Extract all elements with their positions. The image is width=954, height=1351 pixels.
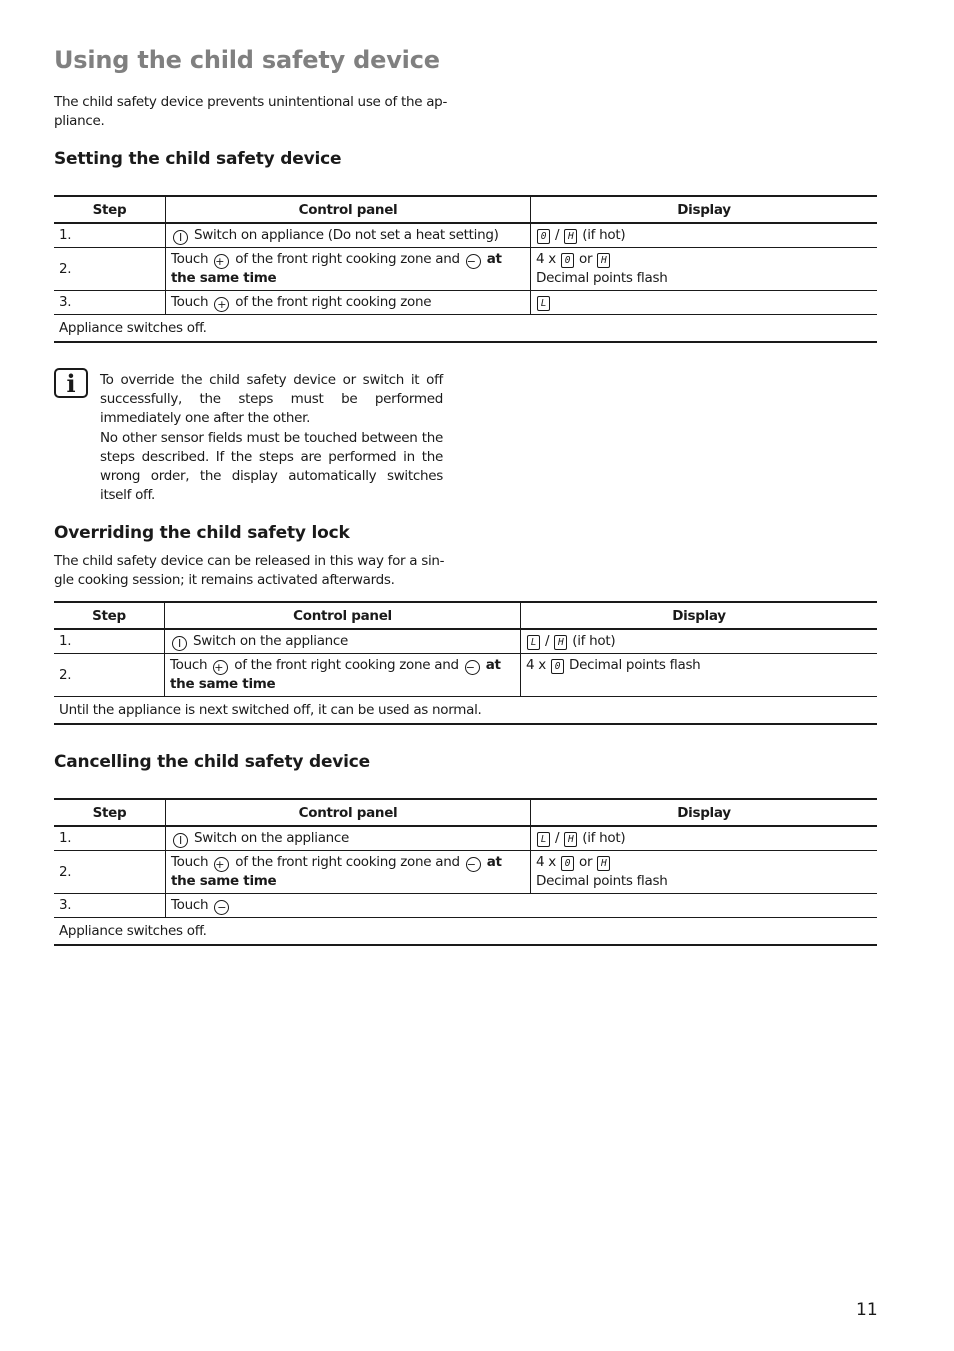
control-text: Touch (170, 657, 208, 673)
step-number: 3. (54, 291, 166, 315)
display-text: Decimal points flash (536, 270, 668, 286)
intro-paragraph: The child safety device prevents unintentional use of the ap-pliance. (54, 94, 448, 129)
table-row (54, 248, 877, 291)
control-panel-cell (166, 248, 531, 291)
table-row (54, 223, 877, 248)
control-text: Touch (171, 854, 209, 870)
column-header-step: Step (54, 196, 166, 223)
minus-icon: − (465, 660, 480, 675)
control-text: of the front right cooking zone and (234, 657, 459, 673)
display-lock-symbol: L (527, 635, 540, 650)
table-row (54, 826, 877, 851)
column-header-step: Step (54, 799, 166, 826)
power-icon: I (173, 833, 188, 848)
step-number: 3. (54, 894, 166, 918)
column-header-display: Display (521, 602, 878, 629)
control-panel-cell (165, 629, 521, 654)
info-note-paragraph: No other sensor fields must be touched between the steps described. If the steps are performed in the wrong order, the display automatically switches itself off. (100, 429, 443, 504)
control-text: of the front right cooking zone (235, 294, 432, 310)
control-text: Switch on appliance (Do not set a heat setting) (194, 227, 499, 243)
table-footer-row (54, 697, 877, 725)
column-header-control-panel: Control panel (165, 602, 521, 629)
section-heading-cancelling: Cancelling the child safety device (54, 752, 370, 772)
plus-icon: + (214, 857, 229, 872)
table-footer-row (54, 918, 877, 946)
power-icon: I (173, 230, 188, 245)
column-header-control-panel: Control panel (166, 799, 531, 826)
overriding-steps-table (54, 601, 877, 725)
control-panel-cell (166, 851, 531, 894)
section-heading-setting: Setting the child safety device (54, 149, 342, 169)
table-header-row (54, 602, 877, 629)
display-hot-symbol: H (597, 253, 610, 268)
display-lock-symbol: L (537, 832, 550, 847)
slash: / (545, 633, 550, 649)
table-row (54, 654, 877, 697)
section-heading-overriding: Overriding the child safety lock (54, 523, 350, 543)
display-text: Decimal points flash (536, 873, 668, 889)
display-text: 4 x (536, 854, 556, 870)
step-number: 1. (54, 826, 166, 851)
control-panel-cell (166, 291, 531, 315)
cancelling-steps-table (54, 798, 877, 946)
table-row (54, 851, 877, 894)
slash: / (555, 830, 560, 846)
step-number: 1. (54, 223, 166, 248)
column-header-control-panel: Control panel (166, 196, 531, 223)
info-note (100, 371, 443, 505)
plus-icon: + (214, 254, 229, 269)
info-note-paragraph: To override the child safety device or switch it off successfully, the steps must be performed immediately one after the other. (100, 372, 443, 427)
display-zero-symbol: 0 (537, 229, 550, 244)
display-text: Decimal points flash (568, 657, 701, 673)
minus-icon: − (466, 857, 481, 872)
display-text: (if hot) (572, 633, 616, 649)
table-footer-text: Appliance switches off. (54, 918, 877, 946)
display-text: (if hot) (582, 227, 626, 243)
display-text: or (578, 251, 593, 267)
control-panel-cell (166, 894, 878, 918)
display-cell (531, 223, 878, 248)
plus-icon: + (214, 297, 229, 312)
page-number: 11 (856, 1300, 878, 1320)
display-text: 4 x (526, 657, 546, 673)
control-text: Switch on the appliance (193, 633, 349, 649)
control-text-bold: at the same time (170, 657, 501, 692)
display-cell (531, 826, 878, 851)
display-cell (521, 629, 878, 654)
display-cell (521, 654, 878, 697)
display-text: 4 x (536, 251, 556, 267)
display-cell (531, 248, 878, 291)
display-hot-symbol: H (597, 856, 610, 871)
step-number: 1. (54, 629, 165, 654)
display-text: (if hot) (582, 830, 626, 846)
display-hot-symbol: H (564, 832, 577, 847)
column-header-display: Display (531, 196, 878, 223)
control-text-bold: at the same time (171, 854, 502, 889)
setting-steps-table (54, 195, 877, 343)
table-footer-text: Until the appliance is next switched off, it can be used as normal. (54, 697, 877, 725)
table-row (54, 894, 877, 918)
control-text: of the front right cooking zone and (235, 251, 460, 267)
step-number: 2. (54, 248, 166, 291)
display-hot-symbol: H (564, 229, 577, 244)
control-panel-cell (166, 826, 531, 851)
power-icon: I (172, 636, 187, 651)
table-header-row (54, 799, 877, 826)
control-panel-cell (165, 654, 521, 697)
slash: / (555, 227, 560, 243)
table-footer-row (54, 315, 877, 343)
display-zero-symbol: 0 (561, 856, 574, 871)
control-text: of the front right cooking zone and (235, 854, 460, 870)
control-text: Switch on the appliance (194, 830, 350, 846)
table-row (54, 291, 877, 315)
display-zero-symbol: 0 (551, 659, 564, 674)
page-title: Using the child safety device (54, 46, 440, 74)
plus-icon: + (213, 660, 228, 675)
section-paragraph: The child safety device can be released in this way for a sin-gle cooking session; it remains activated afterwards. (54, 553, 445, 588)
step-number: 2. (54, 851, 166, 894)
minus-icon: − (466, 254, 481, 269)
control-panel-cell (166, 223, 531, 248)
table-row (54, 629, 877, 654)
table-header-row (54, 196, 877, 223)
control-text: Touch (171, 251, 209, 267)
column-header-step: Step (54, 602, 165, 629)
display-text: or (578, 854, 593, 870)
control-text: Touch (171, 897, 209, 913)
control-text: Touch (171, 294, 209, 310)
minus-icon: − (214, 900, 229, 915)
info-icon: i (54, 368, 88, 398)
display-cell (531, 291, 878, 315)
step-number: 2. (54, 654, 165, 697)
column-header-display: Display (531, 799, 878, 826)
display-zero-symbol: 0 (561, 253, 574, 268)
display-hot-symbol: H (554, 635, 567, 650)
display-lock-symbol: L (537, 296, 550, 311)
control-text-bold: at the same time (171, 251, 502, 286)
table-footer-text: Appliance switches off. (54, 315, 877, 343)
display-cell (531, 851, 878, 894)
